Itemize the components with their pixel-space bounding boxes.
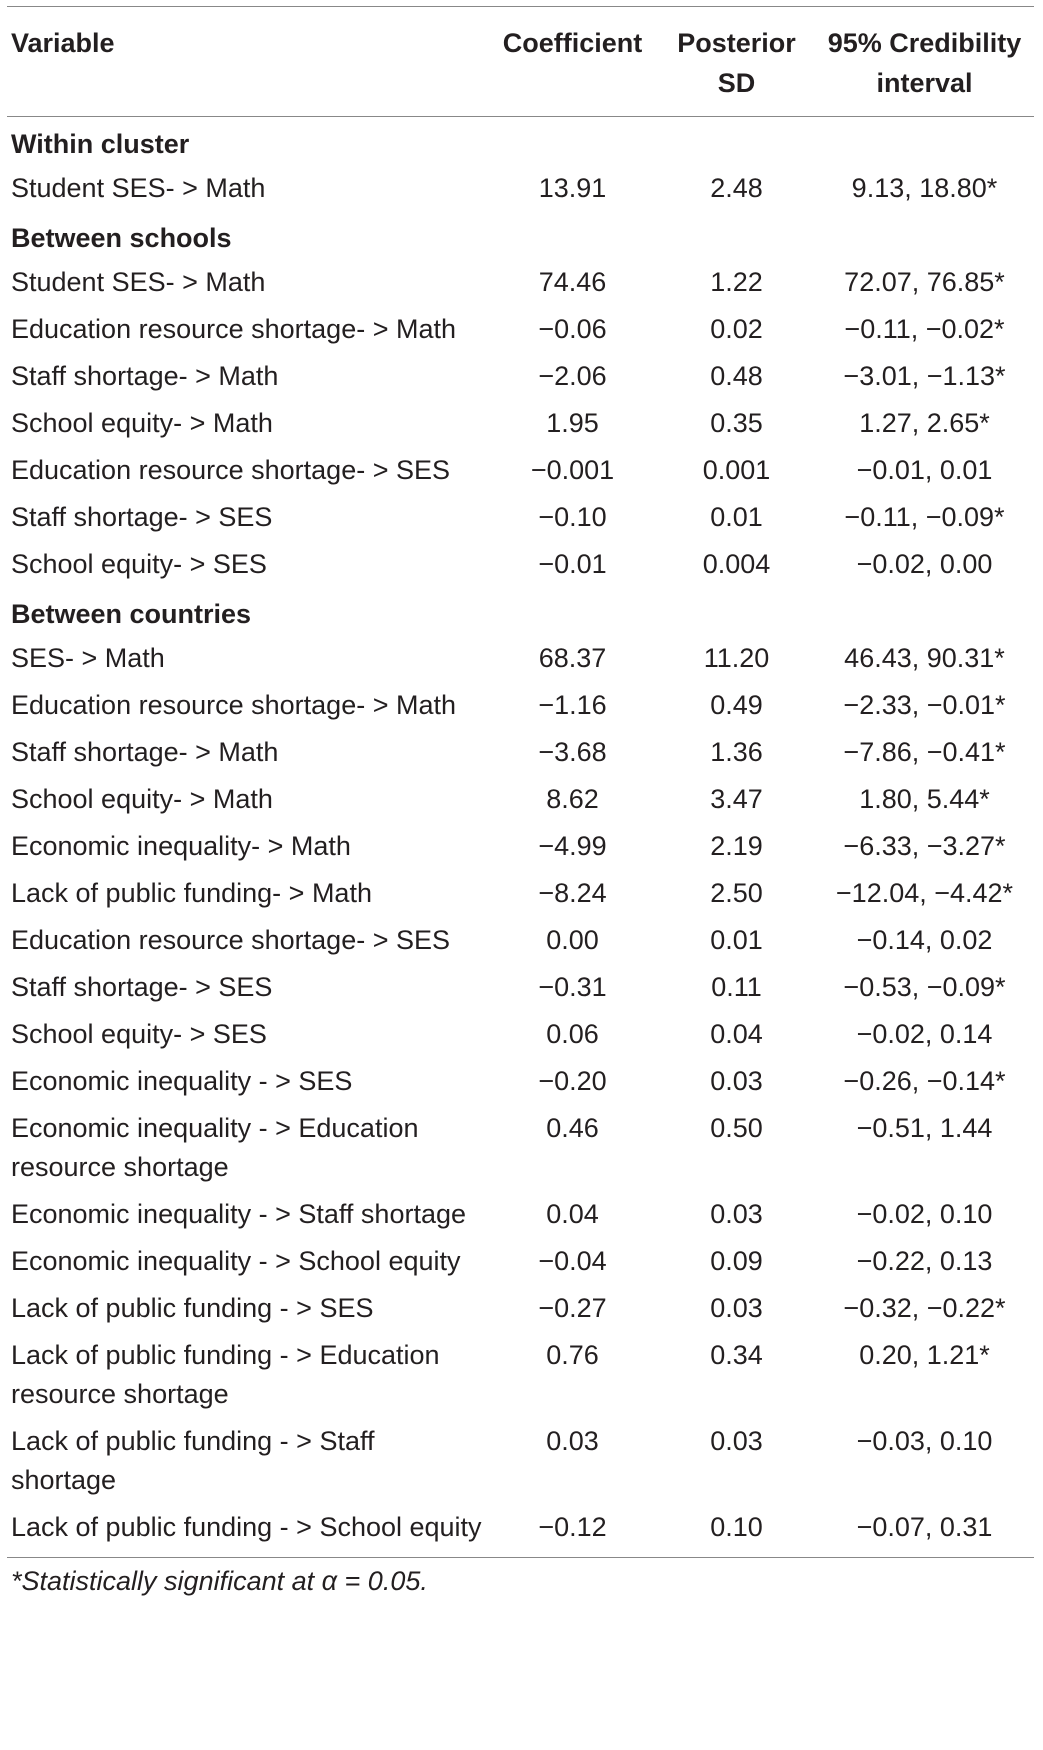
credibility-interval-cell: −0.02, 0.10 — [856, 1199, 993, 1229]
coefficient-cell: 74.46 — [538, 267, 607, 297]
table-row — [7, 258, 1034, 305]
variable-cell: Education resource shortage- > SES — [11, 455, 451, 485]
coefficient-cell: −0.20 — [538, 1066, 607, 1096]
posterior-sd-cell: 0.004 — [702, 549, 771, 579]
credibility-interval-cell: −0.01, 0.01 — [856, 455, 993, 485]
posterior-sd-cell: 0.09 — [710, 1246, 763, 1276]
posterior-sd-cell: 2.19 — [710, 831, 763, 861]
table-row — [7, 634, 1034, 681]
variable-cell: Economic inequality - > SES — [11, 1066, 353, 1096]
posterior-sd-cell: 0.03 — [710, 1199, 763, 1229]
table-row — [7, 493, 1034, 540]
credibility-interval-cell: −12.04, −4.42* — [835, 878, 1014, 908]
table-row — [7, 775, 1034, 822]
variable-cell: Staff shortage- > SES — [11, 972, 273, 1002]
table-row — [7, 1503, 1034, 1558]
variable-cell: School equity- > SES — [11, 549, 267, 579]
coefficient-cell: 0.06 — [546, 1019, 599, 1049]
coefficient-cell: 0.03 — [546, 1426, 599, 1456]
variable-cell: Lack of public funding - > School equity — [11, 1512, 482, 1542]
table-row — [7, 1010, 1034, 1057]
section-row — [7, 587, 1034, 634]
credibility-interval-cell: −0.22, 0.13 — [856, 1246, 993, 1276]
posterior-sd-cell: 0.10 — [710, 1512, 763, 1542]
variable-cell: School equity- > Math — [11, 784, 273, 814]
table-row — [7, 305, 1034, 352]
credibility-interval-cell: −0.07, 0.31 — [856, 1512, 993, 1542]
credibility-interval-cell: 72.07, 76.85* — [844, 267, 1005, 297]
variable-cell: Staff shortage- > Math — [11, 361, 279, 391]
table-row — [7, 1104, 1034, 1190]
coefficient-cell: 0.76 — [546, 1340, 599, 1370]
section-title: Between schools — [11, 223, 232, 253]
coefficient-cell: −2.06 — [538, 361, 607, 391]
variable-cell: Lack of public funding- > Math — [11, 878, 372, 908]
section-title: Within cluster — [11, 129, 190, 159]
variable-cell: Economic inequality - > Staff shortage — [11, 1199, 467, 1229]
credibility-interval-cell: −0.02, 0.00 — [856, 549, 993, 579]
posterior-sd-cell: 3.47 — [710, 784, 763, 814]
credibility-interval-cell: 9.13, 18.80* — [851, 173, 998, 203]
coefficient-cell: −4.99 — [538, 831, 607, 861]
credibility-interval-cell: 0.20, 1.21* — [859, 1340, 990, 1370]
posterior-sd-cell: 0.02 — [710, 314, 763, 344]
variable-cell: Lack of public funding - > Education resource shortage — [11, 1340, 440, 1409]
credibility-interval-cell: −0.53, −0.09* — [843, 972, 1006, 1002]
table-row — [7, 1237, 1034, 1284]
header-coefficient: Coefficient — [502, 28, 643, 58]
variable-cell: SES- > Math — [11, 643, 165, 673]
table-row — [7, 822, 1034, 869]
table-row — [7, 352, 1034, 399]
variable-cell: Student SES- > Math — [11, 267, 266, 297]
credibility-interval-cell: 46.43, 90.31* — [844, 643, 1005, 673]
posterior-sd-cell: 2.50 — [710, 878, 763, 908]
variable-cell: Education resource shortage- > SES — [11, 925, 451, 955]
posterior-sd-cell: 0.01 — [710, 925, 763, 955]
table-body — [7, 117, 1034, 1558]
variable-cell: Lack of public funding - > Staff shortage — [11, 1426, 375, 1495]
table-row — [7, 963, 1034, 1010]
variable-cell: Education resource shortage- > Math — [11, 314, 456, 344]
credibility-interval-cell: −0.51, 1.44 — [856, 1113, 993, 1143]
coefficient-cell: −0.001 — [530, 455, 615, 485]
coefficient-cell: −0.27 — [538, 1293, 607, 1323]
posterior-sd-cell: 11.20 — [703, 643, 770, 673]
posterior-sd-cell: 0.001 — [702, 455, 771, 485]
posterior-sd-cell: 1.36 — [710, 737, 763, 767]
table-row — [7, 1331, 1034, 1417]
coefficient-cell: 0.00 — [546, 925, 599, 955]
table-row — [7, 916, 1034, 963]
coefficient-cell: −0.10 — [538, 502, 607, 532]
credibility-interval-cell: 1.80, 5.44* — [859, 784, 990, 814]
coefficient-cell: −8.24 — [538, 878, 607, 908]
posterior-sd-cell: 1.22 — [710, 267, 763, 297]
coefficient-cell: −0.06 — [538, 314, 607, 344]
coefficient-cell: −0.31 — [538, 972, 607, 1002]
coefficient-cell: −0.01 — [538, 549, 607, 579]
coefficient-cell: 8.62 — [546, 784, 599, 814]
posterior-sd-cell: 0.03 — [710, 1293, 763, 1323]
header-row — [7, 7, 1034, 117]
section-title: Between countries — [11, 599, 252, 629]
posterior-sd-cell: 0.48 — [710, 361, 763, 391]
coefficient-cell: 0.46 — [546, 1113, 599, 1143]
credibility-interval-cell: −0.26, −0.14* — [843, 1066, 1006, 1096]
credibility-interval-cell: 1.27, 2.65* — [859, 408, 990, 438]
credibility-interval-cell: −2.33, −0.01* — [843, 690, 1006, 720]
table-row — [7, 1057, 1034, 1104]
table-row — [7, 446, 1034, 493]
coefficient-cell: 0.04 — [546, 1199, 599, 1229]
table-row — [7, 540, 1034, 587]
coefficient-cell: −0.12 — [538, 1512, 607, 1542]
results-table — [7, 6, 1034, 1558]
variable-cell: Staff shortage- > SES — [11, 502, 273, 532]
coefficient-cell: 13.91 — [538, 173, 607, 203]
credibility-interval-cell: −0.03, 0.10 — [856, 1426, 993, 1456]
posterior-sd-cell: 0.34 — [710, 1340, 763, 1370]
posterior-sd-cell: 0.04 — [710, 1019, 763, 1049]
table-row — [7, 681, 1034, 728]
coefficient-cell: 68.37 — [538, 643, 607, 673]
credibility-interval-cell: −6.33, −3.27* — [843, 831, 1006, 861]
posterior-sd-cell: 0.01 — [710, 502, 763, 532]
table-row — [7, 1417, 1034, 1503]
table-footnote: *Statistically significant at α = 0.05. — [11, 1566, 428, 1596]
posterior-sd-cell: 0.03 — [710, 1426, 763, 1456]
table-row — [7, 1284, 1034, 1331]
variable-cell: Staff shortage- > Math — [11, 737, 279, 767]
variable-cell: School equity- > Math — [11, 408, 273, 438]
variable-cell: Student SES- > Math — [11, 173, 266, 203]
credibility-interval-cell: −0.11, −0.02* — [844, 314, 1005, 344]
posterior-sd-cell: 0.03 — [710, 1066, 763, 1096]
table-row — [7, 869, 1034, 916]
table-row — [7, 164, 1034, 211]
variable-cell: Economic inequality - > Education resource shortage — [11, 1113, 419, 1182]
credibility-interval-cell: −0.14, 0.02 — [856, 925, 993, 955]
posterior-sd-cell: 0.49 — [710, 690, 763, 720]
coefficient-cell: −0.04 — [538, 1246, 607, 1276]
table-row — [7, 399, 1034, 446]
table-row — [7, 728, 1034, 775]
credibility-interval-cell: −3.01, −1.13* — [843, 361, 1006, 391]
posterior-sd-cell: 0.50 — [710, 1113, 763, 1143]
coefficient-cell: 1.95 — [546, 408, 599, 438]
section-row — [7, 117, 1034, 165]
credibility-interval-cell: −7.86, −0.41* — [843, 737, 1006, 767]
header-posterior-sd: Posterior SD — [677, 28, 796, 98]
table-header — [7, 7, 1034, 117]
posterior-sd-cell: 0.11 — [711, 972, 762, 1002]
coefficient-cell: −3.68 — [538, 737, 607, 767]
header-variable: Variable — [11, 28, 115, 58]
variable-cell: Economic inequality- > Math — [11, 831, 351, 861]
section-row — [7, 211, 1034, 258]
header-credibility-interval: 95% Credibility interval — [827, 28, 1022, 98]
variable-cell: Lack of public funding - > SES — [11, 1293, 374, 1323]
variable-cell: Education resource shortage- > Math — [11, 690, 456, 720]
coefficient-cell: −1.16 — [538, 690, 607, 720]
credibility-interval-cell: −0.02, 0.14 — [856, 1019, 993, 1049]
credibility-interval-cell: −0.11, −0.09* — [844, 502, 1005, 532]
variable-cell: School equity- > SES — [11, 1019, 267, 1049]
results-table-container — [7, 6, 1034, 1597]
posterior-sd-cell: 0.35 — [710, 408, 763, 438]
credibility-interval-cell: −0.32, −0.22* — [843, 1293, 1006, 1323]
variable-cell: Economic inequality - > School equity — [11, 1246, 461, 1276]
table-row — [7, 1190, 1034, 1237]
posterior-sd-cell: 2.48 — [710, 173, 763, 203]
